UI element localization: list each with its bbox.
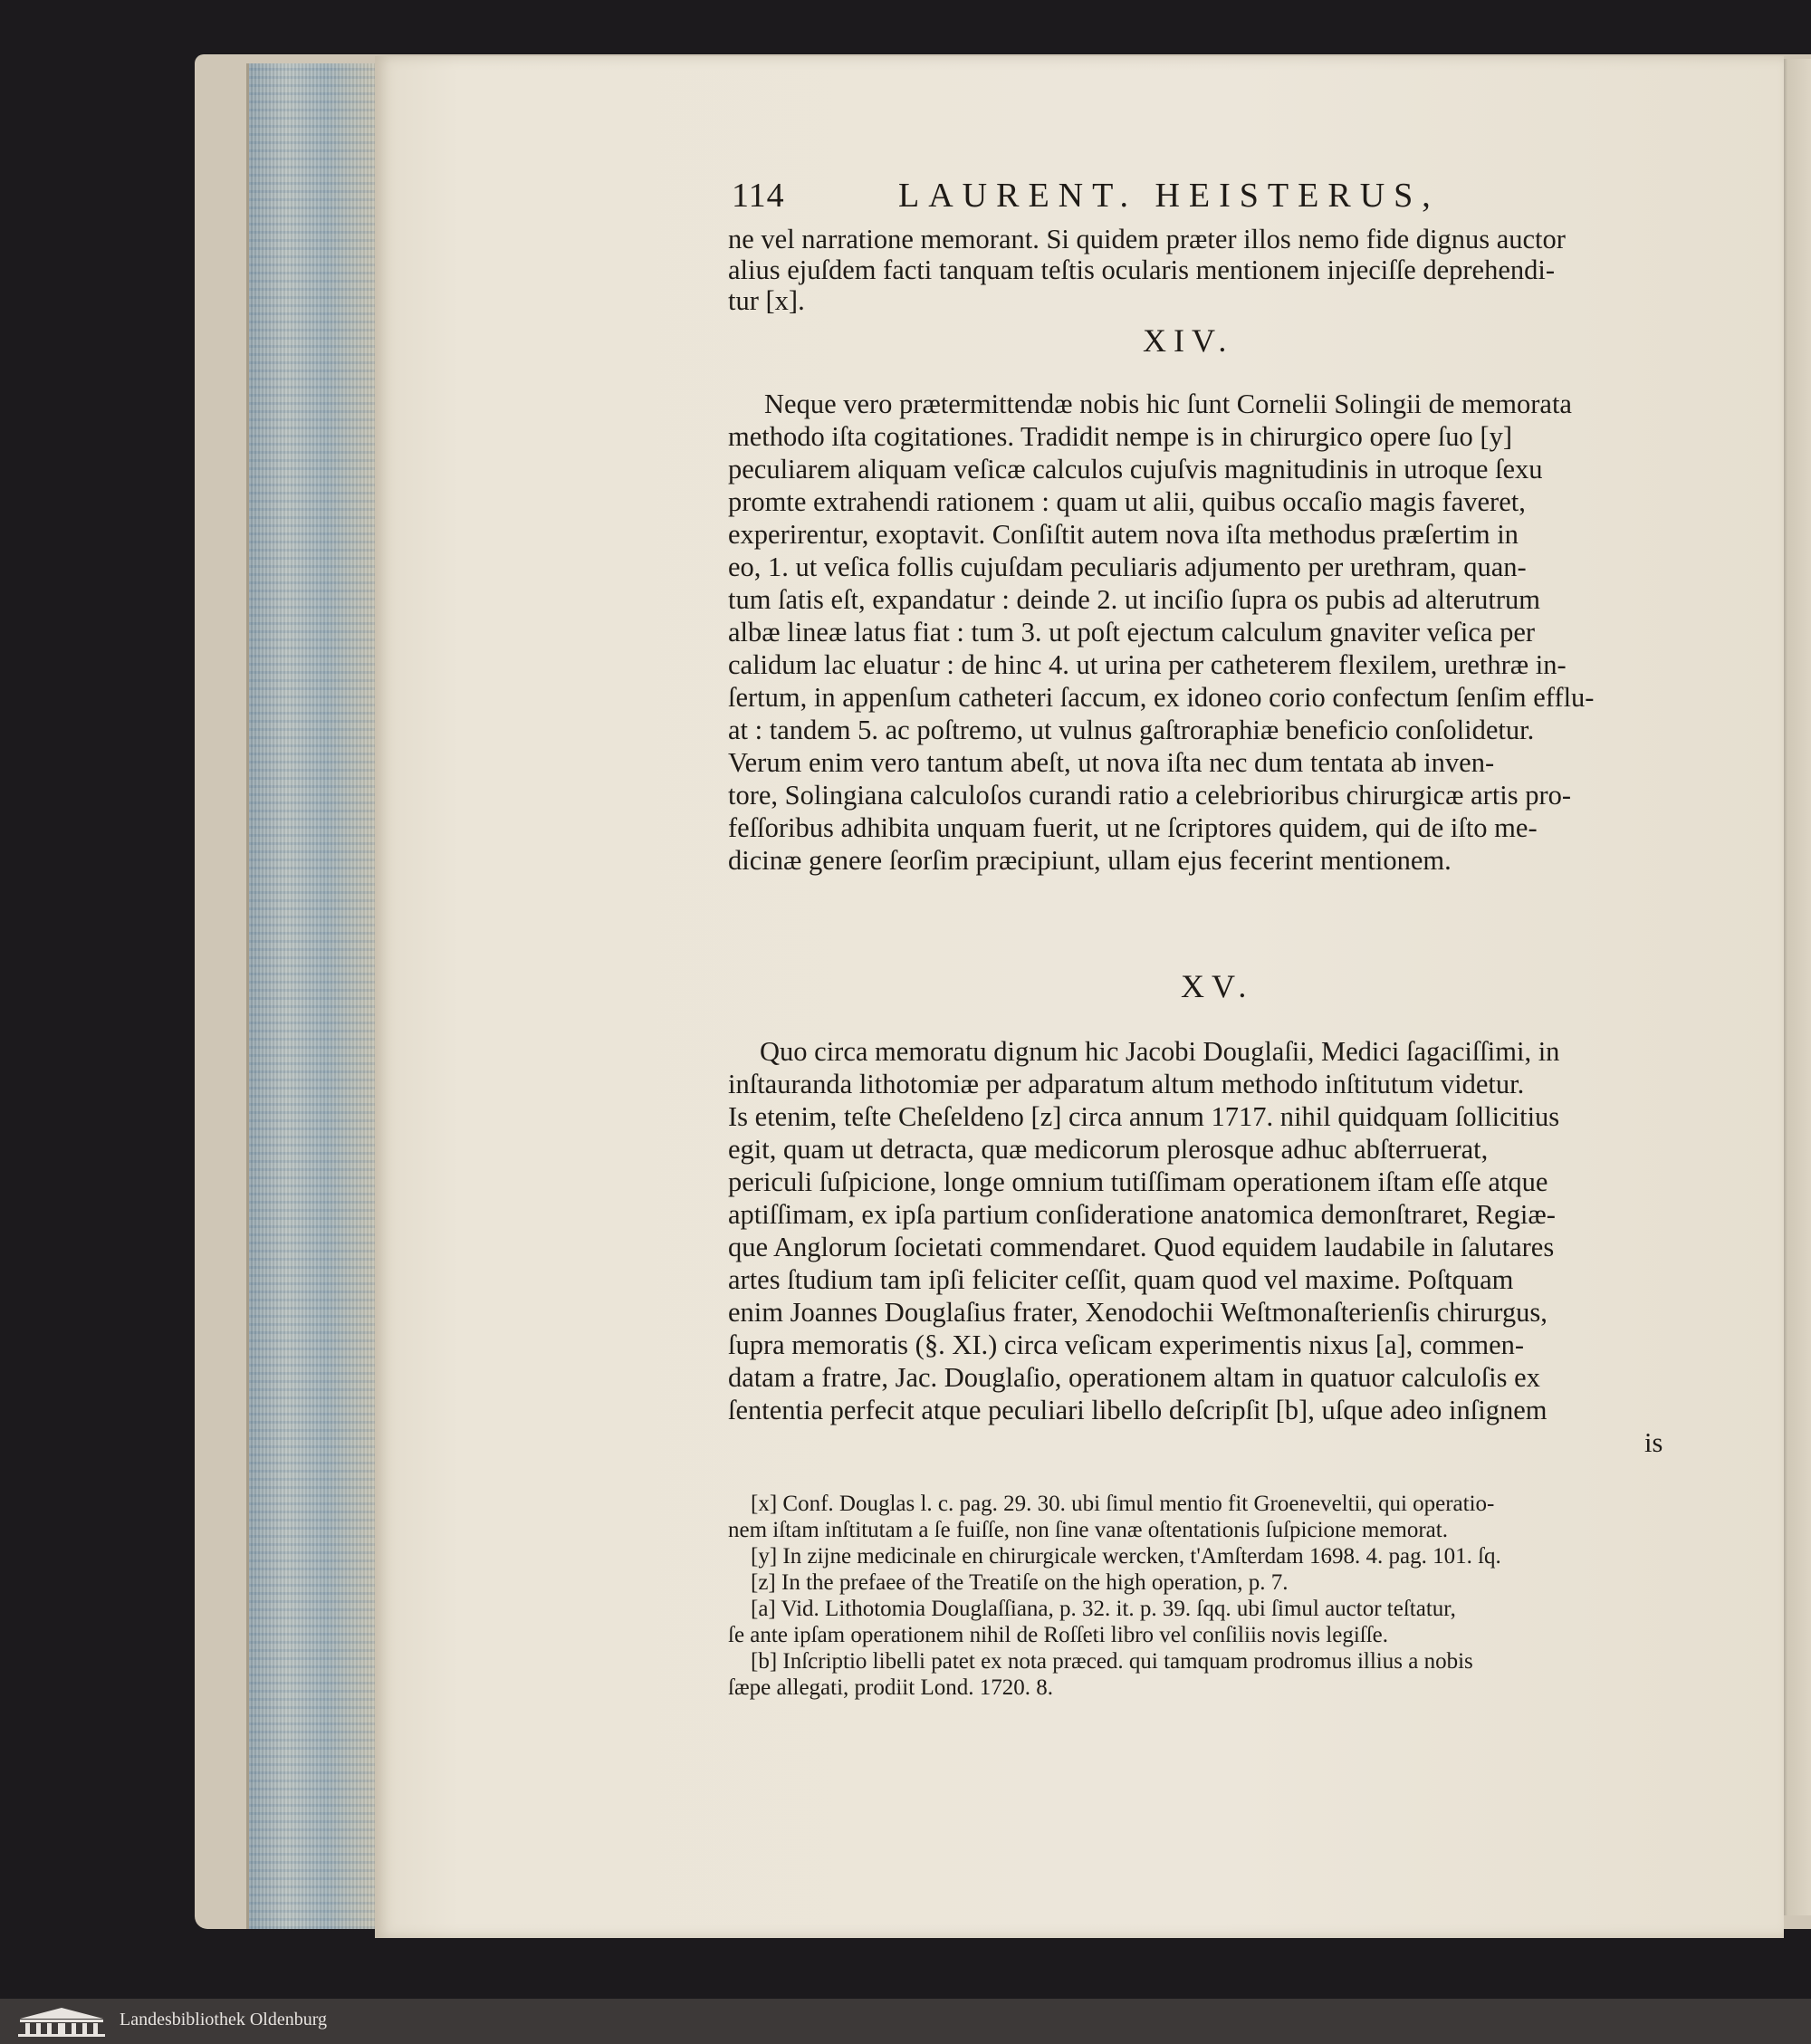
section-heading: XV. bbox=[1181, 968, 1254, 1004]
text-line: alius ejuſdem facti tanquam teſtis ocularis mentionem injeciſſe deprehendi- bbox=[728, 254, 1556, 285]
text-line: tur [x]. bbox=[728, 285, 805, 316]
text-line: Quo circa memoratu dignum hic Jacobi Douglaſii, Medici ſagaciſſimi, in bbox=[760, 1036, 1560, 1067]
text-line: ſupra memoratis (§. XI.) circa veſicam experimentis nixus [a], commen- bbox=[728, 1329, 1525, 1360]
library-building-icon bbox=[16, 2006, 107, 2037]
text-line: Is etenim, teſte Cheſeldeno [z] circa annum 1717. nihil quidquam ſollicitius bbox=[728, 1101, 1560, 1132]
footnote-line: [y] In zijne medicinale en chirurgicale wercken, t'Amſterdam 1698. 4. pag. 101. ſq. bbox=[751, 1544, 1501, 1569]
text-line: feſſoribus adhibita unquam fuerit, ut ne ſcriptores quidem, qui de iſto me- bbox=[728, 812, 1538, 843]
text-line: peculiarem aliquam veſicæ calculos cujuſvis magnitudinis in utroque ſexu bbox=[728, 454, 1543, 485]
text-line: tore, Solingiana calculoſos curandi ratio a celebrioribus chirurgicæ artis pro- bbox=[728, 780, 1572, 811]
text-line: at : tandem 5. ac poſtremo, ut vulnus gaſtroraphiæ beneficio conſolidetur. bbox=[728, 715, 1535, 745]
text-line: aptiſſimam, ex ipſa partium conſideratione anatomica demonſtraret, Regiæ- bbox=[728, 1199, 1556, 1230]
text-line: promte extrahendi rationem : quam ut alii, quibus occaſio magis faveret, bbox=[728, 486, 1526, 517]
text-line: ſententia perfecit atque peculiari libello deſcripſit [b], uſque adeo inſignem bbox=[728, 1395, 1547, 1425]
text-line: que Anglorum ſocietati commendaret. Quod equidem laudabile in ſalutares bbox=[728, 1232, 1555, 1262]
footnote-line: [b] Inſcriptio libelli patet ex nota præced. qui tamquam prodromus illius a nobis bbox=[751, 1649, 1473, 1674]
page-number: 114 bbox=[732, 177, 785, 215]
footnote-line: nem iſtam inſtitutam a ſe fuiſſe, non ſine vanæ oſtentationis ſuſpicione memorat. bbox=[728, 1518, 1448, 1542]
running-head: LAURENT. HEISTERUS, bbox=[898, 177, 1440, 215]
text-line: egit, quam ut detracta, quæ medicorum plerosque adhuc abſterruerat, bbox=[728, 1134, 1489, 1165]
section-heading: XIV. bbox=[1143, 322, 1234, 359]
book-page bbox=[375, 56, 1784, 1938]
text-line: dicinæ genere ſeorſim præcipiunt, ullam ejus fecerint mentionem. bbox=[728, 845, 1452, 876]
footnote-line: ſe ante ipſam operationem nihil de Roſſeti libro vel conſiliis novis legiſſe. bbox=[728, 1623, 1389, 1647]
text-line: artes ſtudium tam ipſi feliciter ceſſit, quam quod vel maxime. Poſtquam bbox=[728, 1264, 1514, 1295]
text-line: ne vel narratione memorant. Si quidem præter illos nemo fide dignus auctor bbox=[728, 224, 1566, 254]
text-line: periculi ſuſpicione, longe omnium tutiſſimam operationem iſtam eſſe atque bbox=[728, 1166, 1548, 1197]
footnote-line: [a] Vid. Lithotomia Douglaſſiana, p. 32. it. p. 39. ſqq. ubi ſimul auctor teſtatur, bbox=[751, 1597, 1456, 1621]
text-line: methodo iſta cogitationes. Tradidit nempe is in chirurgico opere ſuo [y] bbox=[728, 421, 1512, 452]
text-line: enim Joannes Douglaſius frater, Xenodochii Weſtmonaſterienſis chirurgus, bbox=[728, 1297, 1547, 1328]
text-line: Neque vero prætermittendæ nobis hic ſunt Cornelii Solingii de memorata bbox=[764, 389, 1572, 419]
text-line: Verum enim vero tantum abeſt, ut nova iſta nec dum tentata ab inven- bbox=[728, 747, 1495, 778]
footnote-line: [x] Conf. Douglas l. c. pag. 29. 30. ubi ſimul mentio fit Groeneveltii, qui operatio- bbox=[751, 1492, 1495, 1516]
page-edge-stack bbox=[246, 63, 378, 1929]
footnote-line: [z] In the prefaee of the Treatiſe on the high operation, p. 7. bbox=[751, 1570, 1289, 1595]
text-line: experirentur, exoptavit. Conſiſtit autem nova iſta methodus præſertim in bbox=[728, 519, 1519, 550]
text-line: inſtauranda lithotomiæ per adparatum altum methodo inſtitutum videtur. bbox=[728, 1069, 1525, 1099]
catchword: is bbox=[1644, 1427, 1663, 1458]
text-line: tum ſatis eſt, expandatur : deinde 2. ut inciſio ſupra os pubis ad alterutrum bbox=[728, 584, 1541, 615]
text-line: ſertum, in appenſum catheteri ſaccum, ex idoneo corio confectum ſenſim efflu- bbox=[728, 682, 1595, 713]
footer-bar bbox=[0, 1999, 1811, 2044]
footnote-line: ſæpe allegati, prodiit Lond. 1720. 8. bbox=[728, 1675, 1053, 1700]
text-line: datam a fratre, Jac. Douglaſio, operationem altam in quatuor calculoſis ex bbox=[728, 1362, 1540, 1393]
text-line: albæ lineæ latus fiat : tum 3. ut poſt ejectum calculum gnaviter veſica per bbox=[728, 617, 1536, 648]
text-line: eo, 1. ut veſica follis cujuſdam peculiaris adjumento per urethram, quan- bbox=[728, 552, 1527, 582]
library-name: Landesbibliothek Oldenburg bbox=[120, 2010, 328, 2030]
text-line: calidum lac eluatur : de hinc 4. ut urina per catheterem flexilem, urethræ in- bbox=[728, 649, 1567, 680]
